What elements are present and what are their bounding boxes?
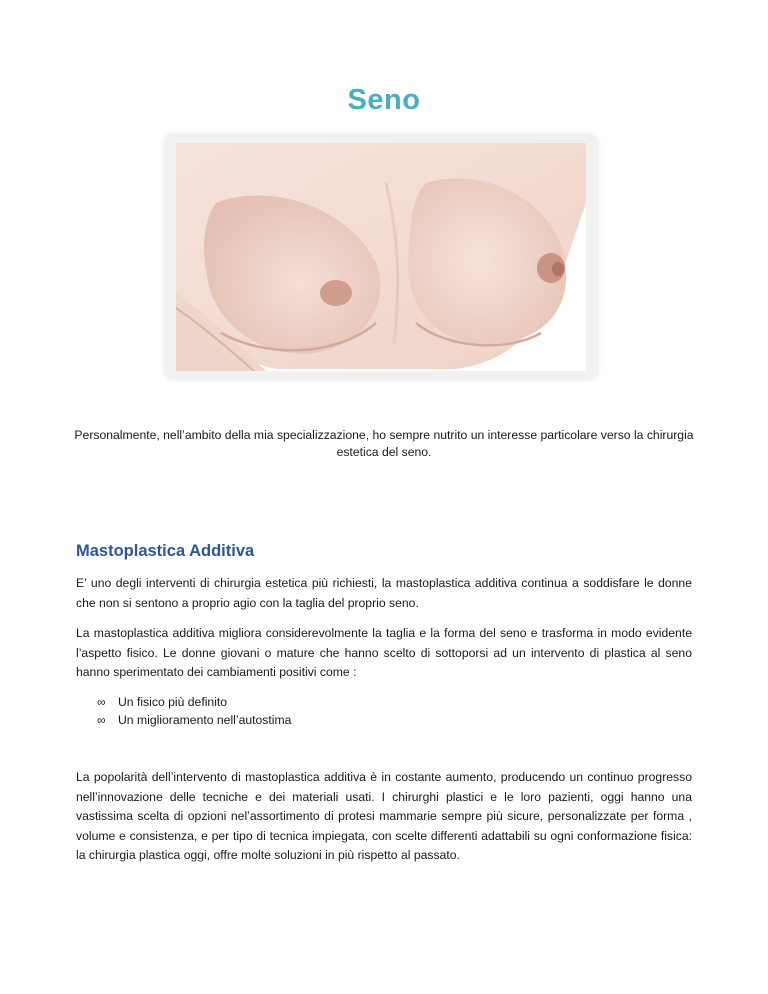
paragraph-benefits: La mastoplastica additiva migliora considerevolmente la taglia e la forma del seno e trasforma in modo evidente l’aspetto fisico. Le donne giovani o mature che hanno scelto di sottoporsi ad un intervento di plastica al seno hanno sperimentato dei cambiamenti positivi come : bbox=[76, 626, 692, 679]
list-item bbox=[97, 712, 291, 730]
benefits-list bbox=[97, 694, 291, 729]
page-title: Seno bbox=[347, 84, 421, 116]
list-item bbox=[97, 694, 291, 712]
photo-frame bbox=[164, 134, 598, 380]
infinity-bullet-icon: ∞ bbox=[97, 712, 106, 727]
torso-photo bbox=[176, 143, 586, 371]
list-item-text: Un miglioramento nell’autostima bbox=[118, 712, 292, 727]
intro-caption: Personalmente, nell’ambito della mia specializzazione, ho sempre nutrito un interesse particolare verso la chirurgia estetica del seno. bbox=[74, 428, 694, 459]
section-heading: Mastoplastica Additiva bbox=[76, 542, 255, 560]
list-item-text: Un fisico più definito bbox=[118, 695, 228, 709]
infinity-bullet-icon: ∞ bbox=[97, 695, 106, 709]
paragraph-intro: E’ uno degli interventi di chirurgia estetica più richiesti, la mastoplastica additiva continua a soddisfare le donne che non si sentono a proprio agio con la taglia del proprio seno. bbox=[76, 576, 692, 610]
paragraph-popularity: La popolarità dell’intervento di mastoplastica additiva è in costante aumento, producendo un continuo progresso nell’innovazione delle tecniche e dei materiali usati. I chirurghi plastici e le loro pazienti, oggi hanno una vastissima scelta di opzioni nel’assortimento di protesi mammarie sempre più sicure, personalizzate per forma , volume e consistenza, e per tipo di tecnica impiegata, con scelte differenti adattabili su ogni conformazione fisica: la chirurgia plastica oggi, offre molte soluzioni in più rispetto al passato. bbox=[76, 770, 692, 862]
